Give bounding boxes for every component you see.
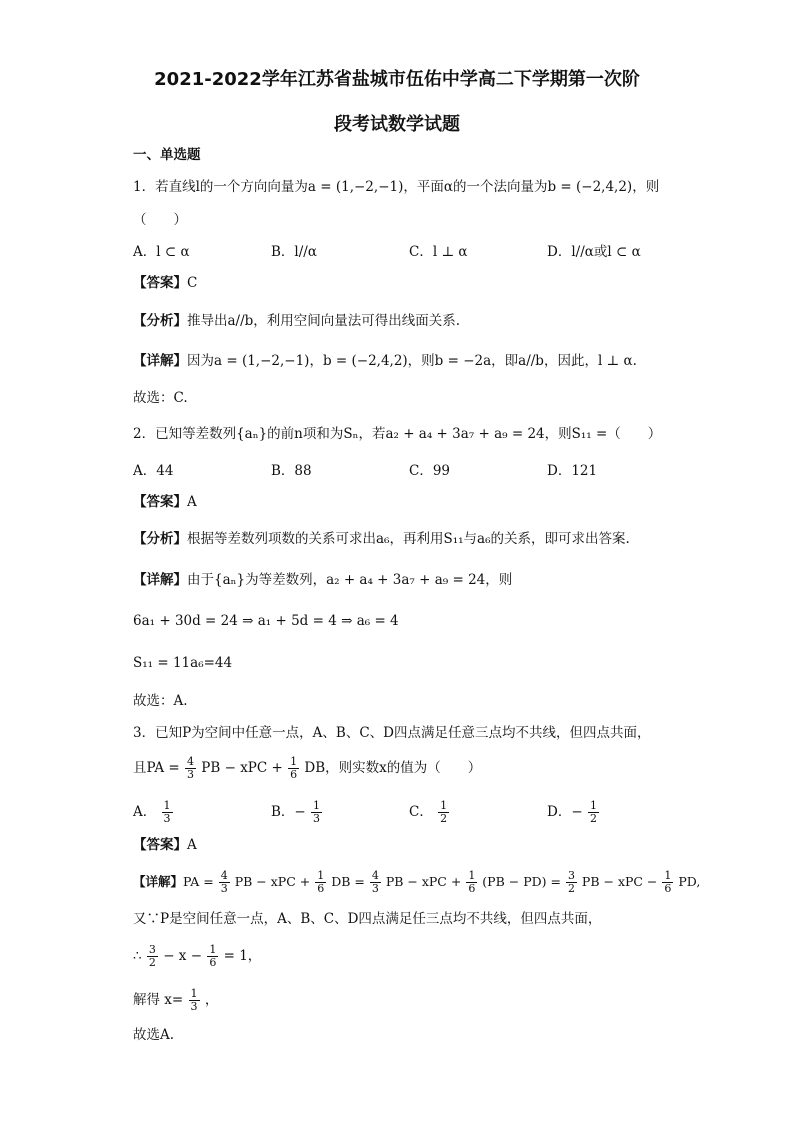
- detail-tag: 【详解】: [133, 572, 187, 588]
- q2-option-a: A．44: [133, 463, 174, 479]
- q1-option-c: C．l ⊥ α: [409, 244, 468, 260]
- detail-tag: 【详解】: [133, 874, 184, 889]
- q3-stem-mid: PB − xPC +: [201, 760, 283, 776]
- q3-stem-line1: 3．已知P为空间中任意一点，A、B、C、D四点满足任意三点均不共线，但四点共面，: [133, 725, 651, 741]
- q1-paren: （ ）: [133, 212, 187, 228]
- q2-step1: 6a₁ + 30d = 24 ⇒ a₁ + 5d = 4 ⇒ a₆ = 4: [133, 613, 399, 629]
- q3-detail-row: 【详解】PA = $\frac{4}{3}$ PB − xPC + $\frac{1}{6}$ DB = $\frac{4}{3}$ PB − xPC + $\frac{1}{6}$ (PB − PD) = $\frac{3}{2}$ PB − xPC − $\frac{1}{6}$ PD,: [133, 869, 701, 895]
- q1-stem: 1．若直线l的一个方向向量为a = (1,−2,−1)，平面α的一个法向量为b = (−2,4,2)，则: [133, 179, 660, 195]
- q1-detail: 因为a = (1,−2,−1)，b = (−2,4,2)，则b = −2a，即a//b，因此，l ⊥ α.: [187, 353, 637, 369]
- q2-analysis-row: [133, 530, 630, 548]
- q2-option-c: C．99: [409, 463, 451, 479]
- q3-option-a: A． $\frac{1}{3}$: [133, 799, 171, 825]
- section-heading: 一、单选题: [133, 147, 201, 163]
- q3-answer: A: [187, 837, 197, 853]
- q3-option-c: C． $\frac{1}{2}$: [409, 799, 448, 825]
- exam-title-line2: 段考试数学试题: [334, 114, 460, 135]
- q2-analysis: 根据等差数列项数的关系可求出a₆，再利用S₁₁与a₆的关系，即可求出答案.: [187, 531, 630, 547]
- analysis-tag: 【分析】: [133, 313, 187, 329]
- q1-detail-row: [133, 352, 637, 370]
- q2-option-b: B．88: [271, 463, 312, 479]
- q3-stem-line2: [133, 756, 481, 781]
- analysis-tag: 【分析】: [133, 531, 187, 547]
- q2-step2: S₁₁ = 11a₆=44: [133, 655, 233, 671]
- q2-answer: A: [187, 494, 197, 510]
- q3-option-b: B．− $\frac{1}{3}$: [271, 799, 321, 825]
- q3-answer-row: [133, 836, 197, 854]
- q3-solution: 解得 x= $\frac{1}{3}$ ，: [133, 987, 219, 1013]
- q1-analysis: 推导出a//b，利用空间向量法可得出线面关系.: [187, 313, 461, 329]
- q3-stem-post: DB，则实数x的值为（ ）: [304, 760, 482, 776]
- q2-stem: 2．已知等差数列{aₙ}的前n项和为Sₙ，若a₂ + a₄ + 3a₇ + a₉ = 24，则S₁₁ =（ ）: [133, 426, 662, 442]
- q3-option-d: D．− $\frac{1}{2}$: [547, 799, 597, 825]
- q3-line2: 又∵P是空间任意一点，A、B、C、D四点满足任三点均不共线，但四点共面，: [133, 911, 602, 927]
- fraction-1-6: $\frac{1}{6}$: [290, 755, 298, 781]
- q3-conclusion: 故选A.: [133, 1027, 175, 1043]
- q1-option-b: B．l//α: [271, 244, 317, 260]
- q2-option-d: D．121: [547, 463, 598, 479]
- answer-tag: 【答案】: [133, 837, 187, 853]
- fraction-4-3: $\frac{4}{3}$: [187, 755, 194, 781]
- q2-conclusion: 故选：A.: [133, 693, 188, 709]
- exam-title-line1: 2021-2022学年江苏省盐城市伍佑中学高二下学期第一次阶: [154, 69, 640, 90]
- q1-answer-row: [133, 274, 197, 292]
- detail-tag: 【详解】: [133, 353, 187, 369]
- q2-detail-row: [133, 571, 512, 589]
- q1-option-a: A．l ⊂ α: [133, 244, 190, 260]
- q1-conclusion: 故选：C.: [133, 390, 188, 406]
- q1-analysis-row: [133, 312, 460, 330]
- q2-answer-row: [133, 493, 197, 511]
- q3-equation: ∴ $\frac{3}{2}$ − x − $\frac{1}{6}$ = 1，: [133, 943, 262, 969]
- q2-detail: 由于{aₙ}为等差数列，a₂ + a₄ + 3a₇ + a₉ = 24，则: [187, 572, 513, 588]
- q3-stem-pre: 且PA =: [133, 760, 180, 776]
- q1-answer: C: [187, 275, 198, 291]
- answer-tag: 【答案】: [133, 494, 187, 510]
- q1-option-d: D．l//α或l ⊂ α: [547, 244, 641, 260]
- answer-tag: 【答案】: [133, 275, 187, 291]
